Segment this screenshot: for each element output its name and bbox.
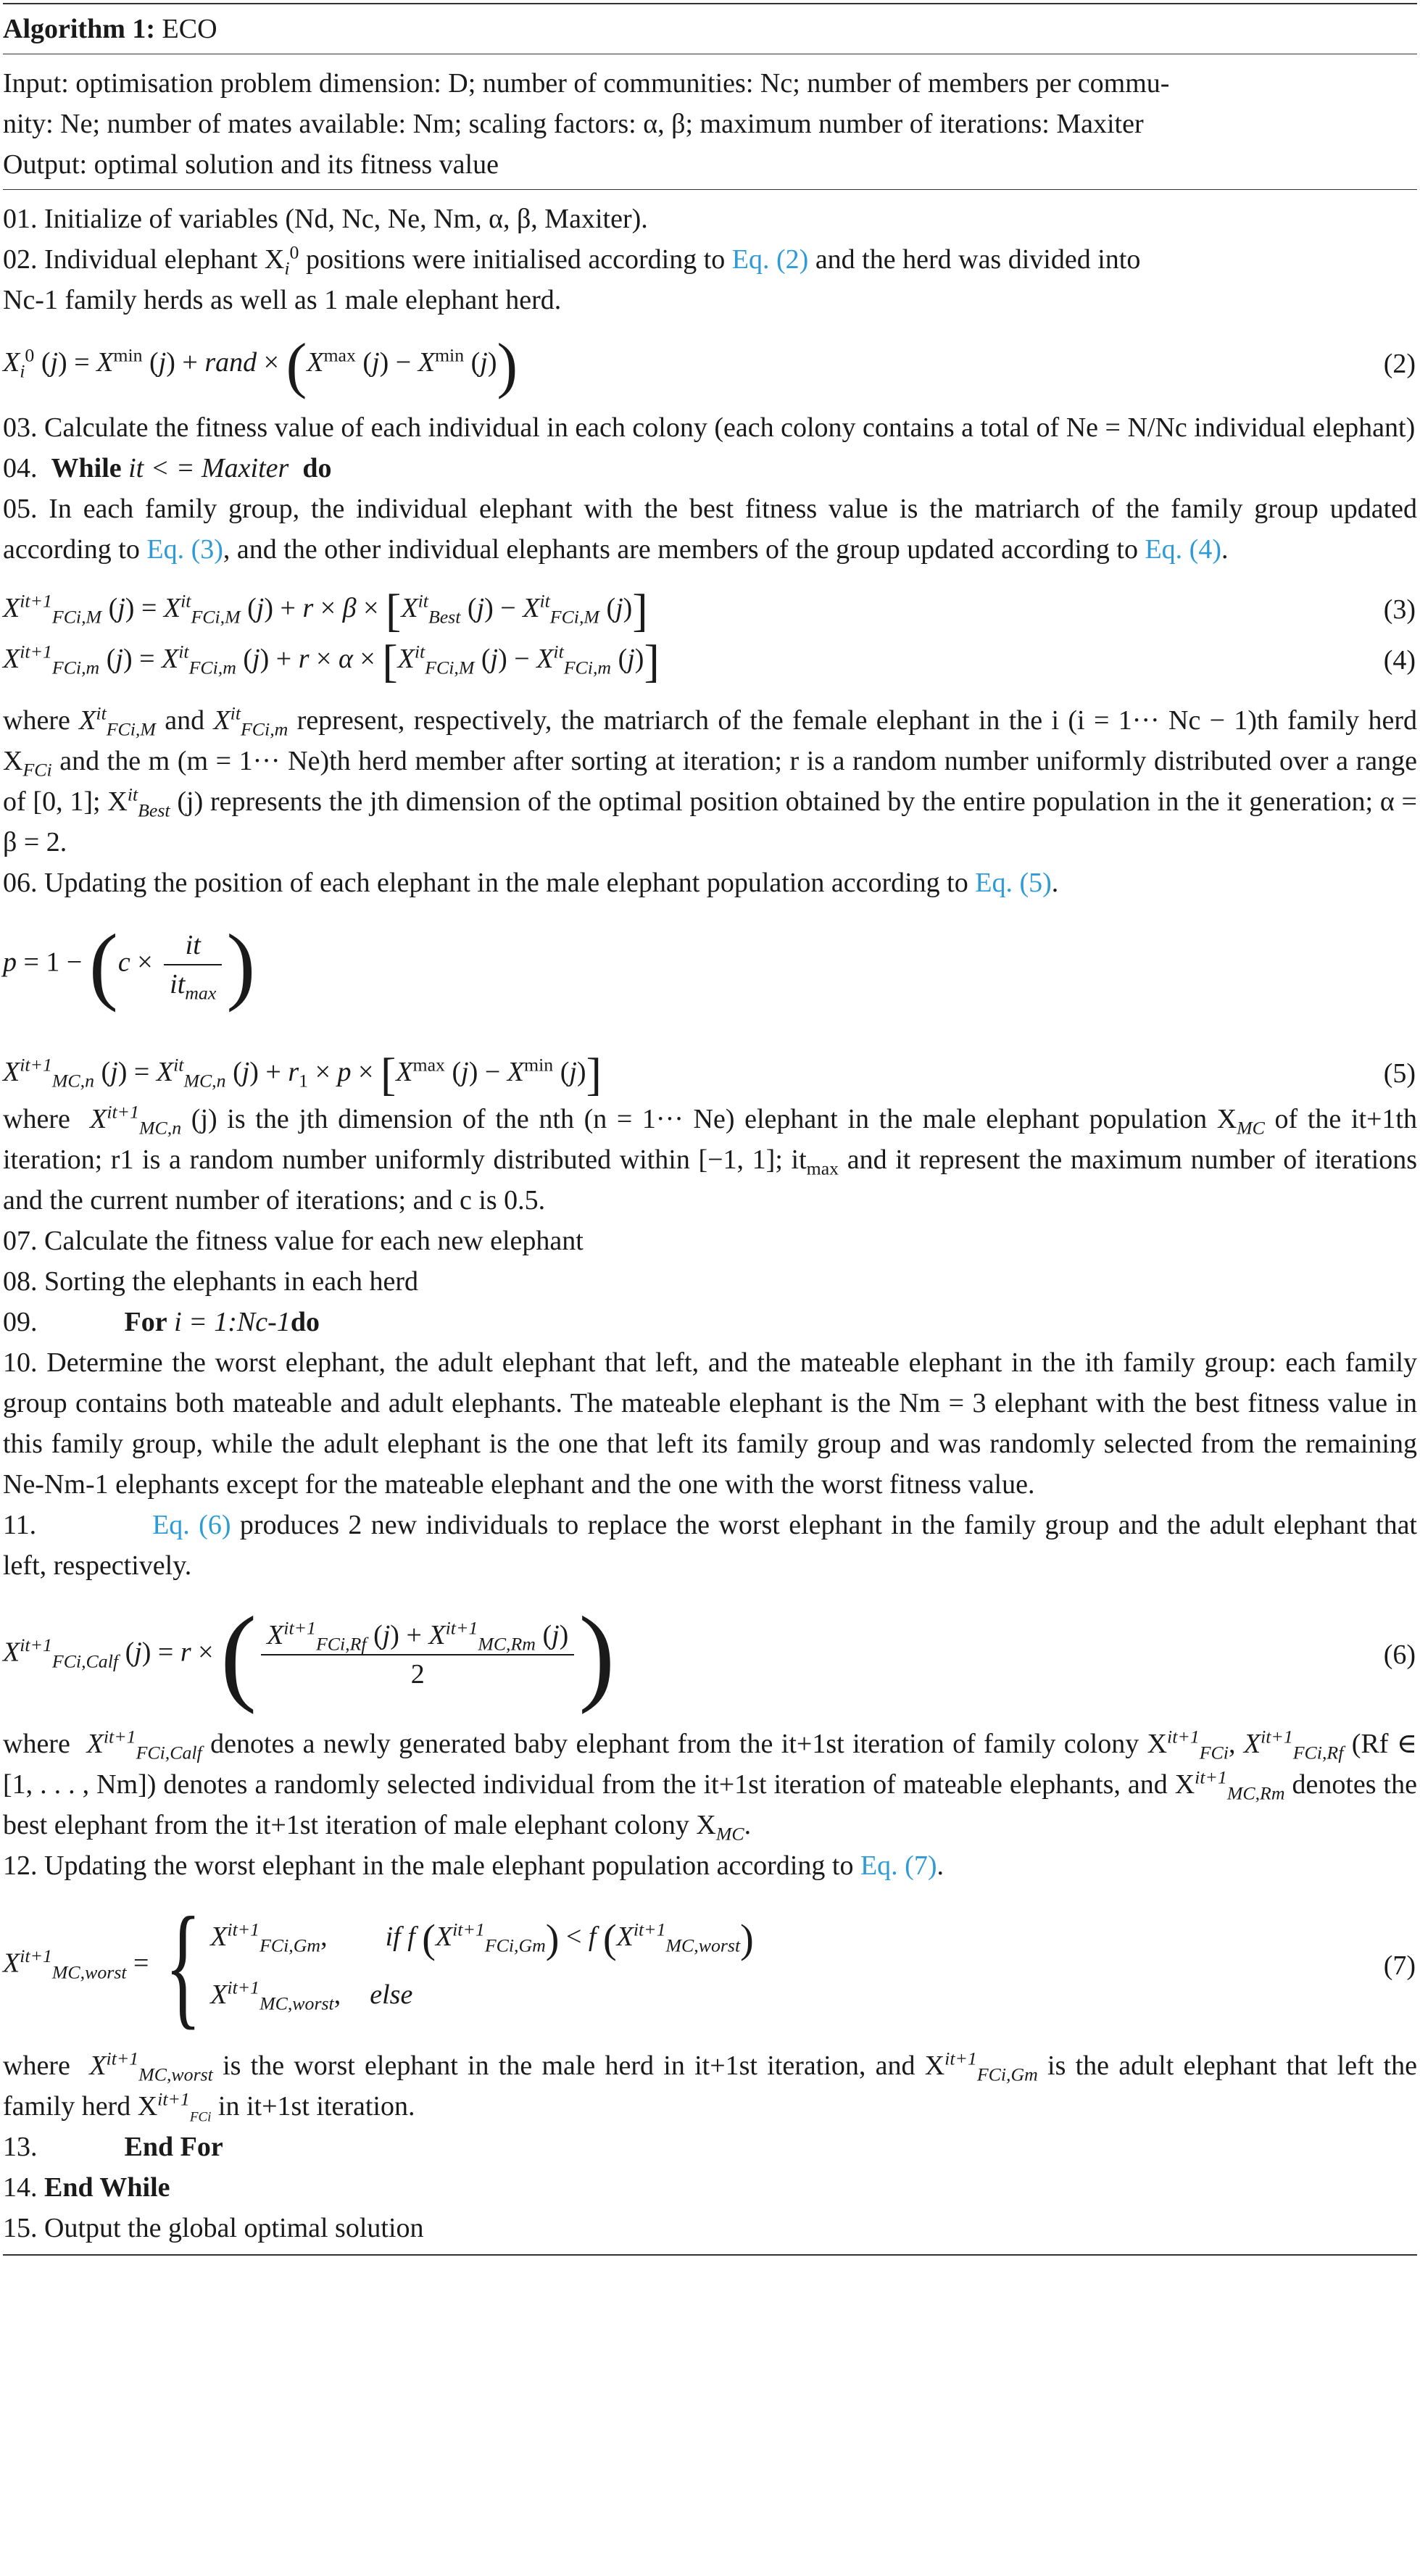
top-rule bbox=[3, 3, 1417, 4]
eq5-explanation: where $X^{it+1}_{MC,n}$ (j) is the jth dimension of the nth (n = 1··· Ne) elephant in the male elephant population $X_{MC}$ of the it+1th iteration; r1 is a random number uniformly distributed within [−1, 1]; $it_{max}$ and it represent the maximum number of iterations and the current number of iterations; and c is 0.5. bbox=[3, 1101, 1417, 1216]
eq3-link[interactable]: Eq. (3) bbox=[146, 534, 223, 565]
bottom-rule bbox=[3, 2254, 1417, 2256]
eq4-number: (4) bbox=[1383, 645, 1416, 676]
equation-6: $X^{it+1}_{FCi,Calf}$ (j) = r × ( $\frac{X^{it+1}_{FCi,Rf} (j) + X^{it+1}_{MC,Rm} (j)}{2}$ ) (6) bbox=[3, 1595, 1416, 1715]
eq7-explanation: where $X^{it+1}_{MC,worst}$ is the worst elephant in the male herd in it+1st iteration, and $X^{it+1}_{FCi,Gm}$ is the adult elephant that left the family herd $X^{it+1}_{FCi}$ in it+1st iteration. bbox=[3, 2048, 1417, 2125]
algorithm-label: Algorithm 1: bbox=[3, 14, 156, 44]
equation-3: $X^{it+1}_{FCi,M}$ $(j) = X^{it}_{FCi,M}$ $(j) + r \times \beta \times [X^{it}_{Best}$ $(j) - X^{it}_{FCi,M}$ (j)] (3) bbox=[3, 584, 1416, 636]
eq6-number: (6) bbox=[1383, 1640, 1416, 1670]
step-02: 02. Individual elephant $X_i^0$ positions were initialised according to Eq. (2) and the herd was divided into Nc-1 family herds as well as 1 male elephant herd. bbox=[3, 241, 1141, 315]
algorithm-name: ECO bbox=[162, 14, 217, 44]
eq3-number: (3) bbox=[1383, 594, 1416, 625]
eq4-link[interactable]: Eq. (4) bbox=[1145, 534, 1221, 565]
eq6-link[interactable]: Eq. (6) bbox=[152, 1510, 231, 1540]
input-line-1: Input: optimisation problem dimension: D; number of communities: Nc; number of members per commu- bbox=[3, 68, 1170, 99]
eq6-explanation: where $X^{it+1}_{FCi,Calf}$ denotes a newly generated baby elephant from the it+1st iteration of family colony $X^{it+1}_{FCi}$, $X^{it+1}_{FCi,Rf}$ (Rf ∈ [1, . . . , Nm]) denotes a randomly selected individual from the it+1st iteration of mateable elephants, and $X^{it+1}_{MC,Rm}$ denotes the best elephant from the it+1st iteration of male elephant colony $X_{MC}$. bbox=[3, 1726, 1417, 1845]
step-11: 11. Eq. (6) produces 2 new individuals to replace the worst elephant in the family group and the adult elephant that left, respectively. bbox=[3, 1510, 1417, 1581]
eq2-number: (2) bbox=[1383, 349, 1416, 379]
equation-7: $X^{it+1}_{MC,worst}$ = { $X^{it+1}_{FCi,Gm}$, if f $(X^{it+1}_{FCi,Gm}) < f$ $(X^{it+1}_{MC,worst})$ $X^{it+1}_{MC,worst}$, else (7) bbox=[3, 1890, 1416, 2042]
equation-5: $X^{it+1}_{MC,n}$ $(j) = X^{it}_{MC,n}$ $(j) + r_1 \times p \times [X^{max}$ $(j) - X^{min}$ (j)] (5) bbox=[3, 1048, 1416, 1100]
end-while-keyword: End While bbox=[44, 2172, 170, 2203]
step-13: 13. End For bbox=[3, 2132, 223, 2162]
while-keyword: While bbox=[51, 453, 122, 483]
step-09: 09. For i = 1:Nc-1do bbox=[3, 1307, 320, 1337]
eq5-link[interactable]: Eq. (5) bbox=[975, 868, 1052, 898]
io-rule bbox=[3, 189, 1417, 190]
eq5-number: (5) bbox=[1383, 1058, 1416, 1089]
eq7-number: (7) bbox=[1383, 1950, 1416, 1981]
step-08: 08. Sorting the elephants in each herd bbox=[3, 1266, 419, 1297]
step-03: 03. Calculate the fitness value of each individual in each colony (each colony contains a total of Ne = N/Nc individual elephant) bbox=[3, 412, 1416, 443]
output-line: Output: optimal solution and its fitness value bbox=[3, 149, 499, 180]
input-line-2: nity: Ne; number of mates available: Nm; scaling factors: α, β; maximum number of iterations: Maxiter bbox=[3, 109, 1144, 139]
step-12: 12. Updating the worst elephant in the male elephant population according to Eq. (7). bbox=[3, 1850, 944, 1881]
step-15: 15. Output the global optimal solution bbox=[3, 2213, 424, 2243]
eq7-link[interactable]: Eq. (7) bbox=[860, 1850, 937, 1881]
end-for-keyword: End For bbox=[124, 2132, 223, 2162]
step-06: 06. Updating the position of each elephant in the male elephant population according to Eq. (5). bbox=[3, 868, 1059, 898]
equation-4: $X^{it+1}_{FCi,m}$ $(j) = X^{it}_{FCi,m}$ $(j) + r \times \alpha \times [X^{it}_{FCi,M}$ $(j) - X^{it}_{FCi,m}$ (j)] (4) bbox=[3, 635, 1416, 687]
step-01: 01. Initialize of variables (Nd, Nc, Ne, Nm, α, β, Maxiter). bbox=[3, 204, 648, 234]
step-14: 14. End While bbox=[3, 2172, 170, 2203]
step-04: 04. While it < = Maxiter do bbox=[3, 453, 332, 483]
eq2-link[interactable]: Eq. (2) bbox=[731, 244, 809, 275]
equation-2: $X_i^0$ $(j) = X^{min}$ (j) + rand × ($X^{max}$ $(j) - X^{min}$ (j)) (2) bbox=[3, 330, 1416, 400]
eq4-explanation: where $X^{it}_{FCi,M}$ and $X^{it}_{FCi,m}$ represent, respectively, the matriarch of the female elephant in the i (i = 1··· Nc − 1)th family herd $X_{FCi}$ and the m (m = 1··· Ne)th herd member after sorting at iteration; r is a random number uniformly distributed over a range of [0, 1]; $X^{it}_{Best}$ (j) represents the jth dimension of the optimal position obtained by the entire population in the it generation; α = β = 2. bbox=[3, 702, 1417, 857]
algorithm-header bbox=[3, 9, 1417, 49]
step-07: 07. Calculate the fitness value for each new elephant bbox=[3, 1226, 584, 1256]
equation-p: p = 1 − (c × $\frac{it}{it_{max}}$ ) bbox=[3, 916, 256, 1013]
step-05: 05. In each family group, the individual elephant with the best fitness value is the matriarch of the family group updated according to Eq. (3), and the other individual elephants are members of the group updated according to Eq. (4). bbox=[3, 494, 1417, 565]
step-10: 10. Determine the worst elephant, the adult elephant that left, and the mateable elephant in the ith family group: each family group contains both mateable and adult elephants. The mateable elephant is the Nm = 3 elephant with the best fitness value in this family group, while the adult elephant is the one that left its family group and was randomly selected from the remaining Ne-Nm-1 elephants except for the mateable elephant and the one with the worst fitness value. bbox=[3, 1347, 1417, 1500]
for-keyword: For bbox=[124, 1307, 167, 1337]
